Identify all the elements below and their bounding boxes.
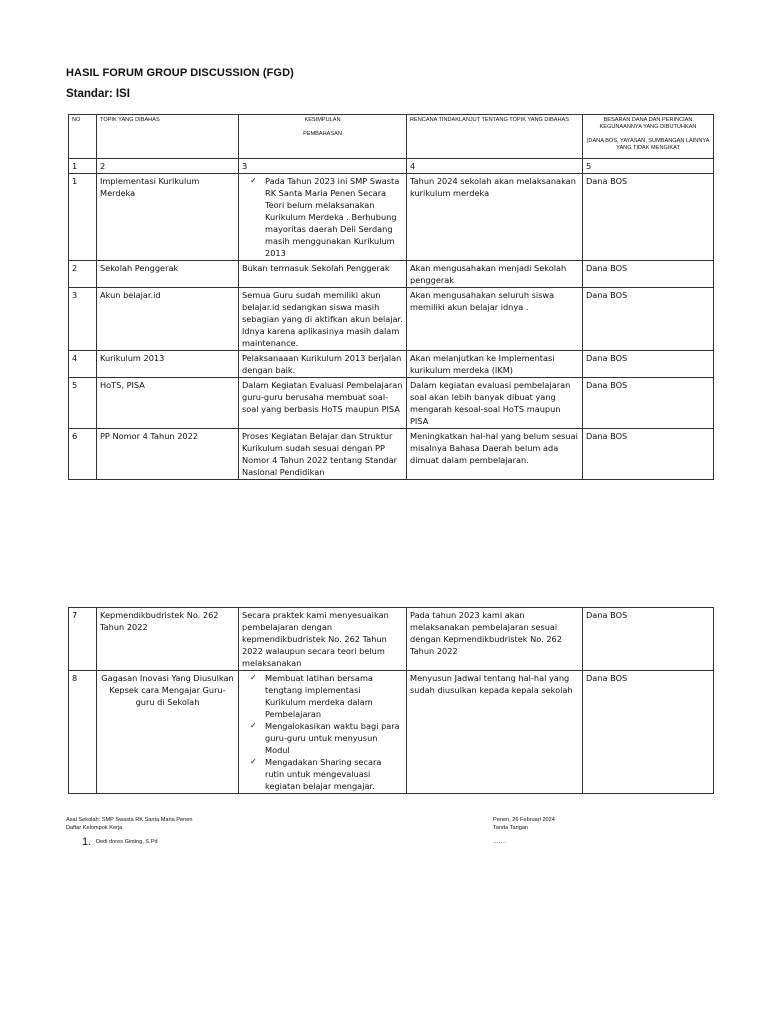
- row-kesimpulan: Dalam Kegiatan Evaluasi Pembelajaran guru-guru berusaha membuat soal-soal yang berbasis HoTS maupun PISA: [239, 378, 407, 429]
- check-item: ✓ Pada Tahun 2023 ini SMP Swasta RK Santa Maria Penen Secara Teori belum melaksanakan Kurikulum Merdeka . Berhubung mayoritas daerah Deli Serdang masih menggunakan Kurikulum 2013: [242, 175, 403, 259]
- member-name: Dedi dores Ginting, S.Pd: [96, 839, 158, 845]
- row-rencana: Pada tahun 2023 kami akan melaksanakan pembelajaran sesuai dengan Kepmendikbudristek No. 262 Tahun 2022: [407, 608, 583, 671]
- table-row: [69, 288, 714, 351]
- row-no: 5: [69, 378, 97, 429]
- table-row: [69, 351, 714, 378]
- row-rencana: Akan mengusahakan seluruh siswa memiliki akun belajar idnya .: [407, 288, 583, 351]
- row-topik: Implementasi Kurikulum Merdeka: [97, 174, 239, 261]
- row-topik: PP Nomor 4 Tahun 2022: [97, 429, 239, 480]
- row-dana: Dana BOS: [583, 261, 714, 288]
- row-kesimpulan: [239, 174, 407, 261]
- column-number-row: [69, 159, 714, 174]
- header-rencana: RENCANA TINDAKLANJUT TENTANG TOPIK YANG DIBAHAS: [407, 115, 583, 159]
- row-dana: Dana BOS: [583, 174, 714, 261]
- school-origin: Asal Sekolah: SMP Swasta RK Santa Maria Penen: [66, 817, 193, 823]
- row-topik: Sekolah Penggerak: [97, 261, 239, 288]
- row-topik: Kepmendikbudristek No. 262 Tahun 2022: [97, 608, 239, 671]
- row-rencana: Menyusun Jadwal tentang hal-hal yang sudah diusulkan kepada kepala sekolah: [407, 671, 583, 794]
- document-title: HASIL FORUM GROUP DISCUSSION (FGD): [66, 67, 294, 79]
- header-kesimpulan: KESIMPULAN PEMBAHASAN: [239, 115, 407, 159]
- standard-label: Standar: ISI: [66, 88, 130, 100]
- row-kesimpulan: Proses Kegiatan Belajar dan Struktur Kurikulum sudah sesuai dengan PP Nomor 4 Tahun 2022 tentang Standar Nasional Pendidikan: [239, 429, 407, 480]
- header-topik: TOPIK YANG DIBAHAS: [97, 115, 239, 159]
- table-row: [69, 608, 714, 671]
- row-topik: Akun belajar.id: [97, 288, 239, 351]
- fgd-table: [68, 114, 714, 480]
- signature-label: Tanda Tangan: [493, 825, 529, 831]
- table-row: [69, 174, 714, 261]
- header-besaran: BESARAN DANA DAN PERINCIAN KEGUNAANNYA YANG DIBUTUHKAN (DANA BOS, YAYASAN, SUMBANGAN LAINNYA YANG TIDAK MENGIKAT: [583, 115, 714, 159]
- row-no: 3: [69, 288, 97, 351]
- row-kesimpulan: Pelaksanaaan Kurikulum 2013 berjalan dengan baik.: [239, 351, 407, 378]
- table-row: [69, 429, 714, 480]
- row-kesimpulan: [239, 671, 407, 794]
- row-dana: Dana BOS: [583, 351, 714, 378]
- row-no: 4: [69, 351, 97, 378]
- work-group-label: Daftar Kelompok Kerja: [66, 825, 123, 831]
- signature-dots: …….: [493, 839, 506, 845]
- row-kesimpulan: Secara praktek kami menyesuaikan pembelajaran dengan kepmendikbudristek No. 262 Tahun 2022 walaupun secara teori belum melaksanakan: [239, 608, 407, 671]
- place-date: Penen, 26 Februari 2024: [493, 817, 555, 823]
- colnum: 1: [69, 159, 97, 174]
- colnum: 3: [239, 159, 407, 174]
- row-rencana: Akan mengusahakan menjadi Sekolah penggerak: [407, 261, 583, 288]
- row-rencana: Meningkatkan hal-hal yang belum sesuai misalnya Bahasa Daerah belum ada dimuat dalam pembelajaran.: [407, 429, 583, 480]
- table-row: [69, 378, 714, 429]
- row-rencana: Dalam kegiatan evaluasi pembelajaran soal akan lebih banyak dibuat yang mengarah kesoal-soal HoTS maupun PISA: [407, 378, 583, 429]
- row-no: 7: [69, 608, 97, 671]
- row-rencana: Tahun 2024 sekolah akan melaksanakan kurikulum merdeka: [407, 174, 583, 261]
- colnum: 5: [583, 159, 714, 174]
- row-dana: Dana BOS: [583, 429, 714, 480]
- colnum: 4: [407, 159, 583, 174]
- row-rencana: Akan melanjutkan ke Implementasi kurikulum merdeka (IKM): [407, 351, 583, 378]
- fgd-table-continued: [68, 607, 714, 794]
- table-row: [69, 261, 714, 288]
- row-no: 6: [69, 429, 97, 480]
- row-topik: Kurikulum 2013: [97, 351, 239, 378]
- colnum: 2: [97, 159, 239, 174]
- check-item: ✓ Mengadakan Sharing secara rutin untuk mengevaluasi kegiatan belajar mengajar.: [242, 756, 403, 792]
- row-topik: Gagasan Inovasi Yang Diusulkan Kepsek cara Mengajar Guru-guru di Sekolah: [97, 671, 239, 794]
- member-number: 1.: [82, 836, 92, 848]
- row-dana: Dana BOS: [583, 671, 714, 794]
- row-dana: Dana BOS: [583, 288, 714, 351]
- check-item: ✓ Membuat latihan bersama tengtang implementasi Kurikulum merdeka dalam Pembelajaran: [242, 672, 403, 720]
- row-no: 8: [69, 671, 97, 794]
- row-topik: HoTS, PISA: [97, 378, 239, 429]
- header-no: NO: [69, 115, 97, 159]
- row-no: 1: [69, 174, 97, 261]
- row-no: 2: [69, 261, 97, 288]
- row-kesimpulan: Bukan termasuk Sekolah Penggerak: [239, 261, 407, 288]
- row-kesimpulan: Semua Guru sudah memiliki akun belajar.id sedangkan siswa masih sebagian yang di aktifkan akun belajar. Idnya karena aplikasinya masih dalam maintenance.: [239, 288, 407, 351]
- table-row: [69, 671, 714, 794]
- table-header-row: [69, 115, 714, 159]
- check-item: ✓ Mengalokasikan waktu bagi para guru-guru untuk menyusun Modul: [242, 720, 403, 756]
- row-dana: Dana BOS: [583, 378, 714, 429]
- row-dana: Dana BOS: [583, 608, 714, 671]
